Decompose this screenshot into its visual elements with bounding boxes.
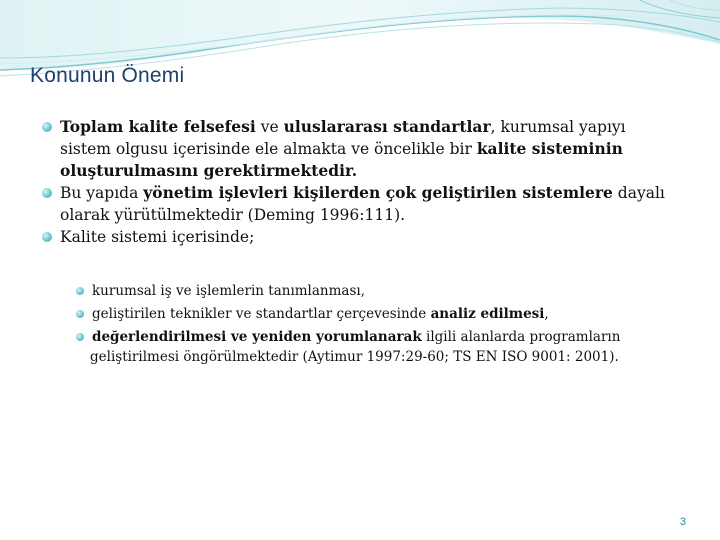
- sub-bullet-text: [90, 306, 549, 322]
- text-segment: değerlendirilmesi ve yeniden yorumlanarak: [92, 329, 422, 345]
- text-segment: ve: [255, 118, 284, 136]
- sub-bullet-item: [76, 327, 676, 367]
- text-segment: Toplam kalite felsefesi: [60, 117, 256, 136]
- sub-bullet-item: [76, 304, 676, 324]
- text-segment: Bu yapıda: [60, 184, 144, 202]
- text-segment: dayalı olarak yürütülmektedir (Deming 1996:111).: [60, 184, 665, 224]
- bullet-dot-icon: [42, 232, 52, 242]
- sub-bullet-text: [90, 329, 620, 365]
- header-wave-decoration: [0, 0, 720, 110]
- text-segment: analiz edilmesi: [430, 306, 545, 322]
- text-segment: yönetim işlevleri kişilerden çok geliştirilen sistemlere: [143, 183, 613, 202]
- text-segment: kalite sisteminin oluşturulmasını gerektirmektedir.: [60, 139, 623, 180]
- bullet-dot-icon: [76, 333, 84, 341]
- text-segment: uluslararası standartlar: [283, 117, 491, 136]
- bullet-item: [40, 226, 680, 248]
- bullet-text: [60, 228, 254, 246]
- text-segment: Kalite sistemi içerisinde;: [60, 228, 255, 246]
- text-segment: ,: [544, 306, 549, 322]
- bullet-dot-icon: [76, 310, 84, 318]
- sub-bullet-list: [76, 281, 676, 370]
- bullet-text: [60, 118, 626, 180]
- bullet-dot-icon: [42, 188, 52, 198]
- bullet-item: [40, 182, 680, 226]
- bullet-item: [40, 116, 680, 182]
- text-segment: geliştirilen teknikler ve standartlar çerçevesinde: [92, 306, 431, 322]
- sub-bullet-text: [90, 283, 365, 299]
- sub-bullet-item: [76, 281, 676, 301]
- bullet-dot-icon: [76, 287, 84, 295]
- page-title: Konunun Önemi: [30, 64, 185, 87]
- text-segment: kurumsal iş ve işlemlerin tanımlanması,: [92, 283, 366, 299]
- bullet-list: [40, 116, 680, 248]
- bullet-dot-icon: [42, 122, 52, 132]
- text-segment: , kurumsal yapıyı sistem olgusu içerisinde ele almakta ve öncelikle bir: [60, 118, 626, 158]
- page-number: 3: [679, 516, 686, 528]
- text-segment: ilgili alanlarda programların geliştirilmesi öngörülmektedir (Aytimur 1997:29-60; TS EN ISO 9001: 2001).: [90, 329, 621, 365]
- bullet-text: [60, 184, 665, 224]
